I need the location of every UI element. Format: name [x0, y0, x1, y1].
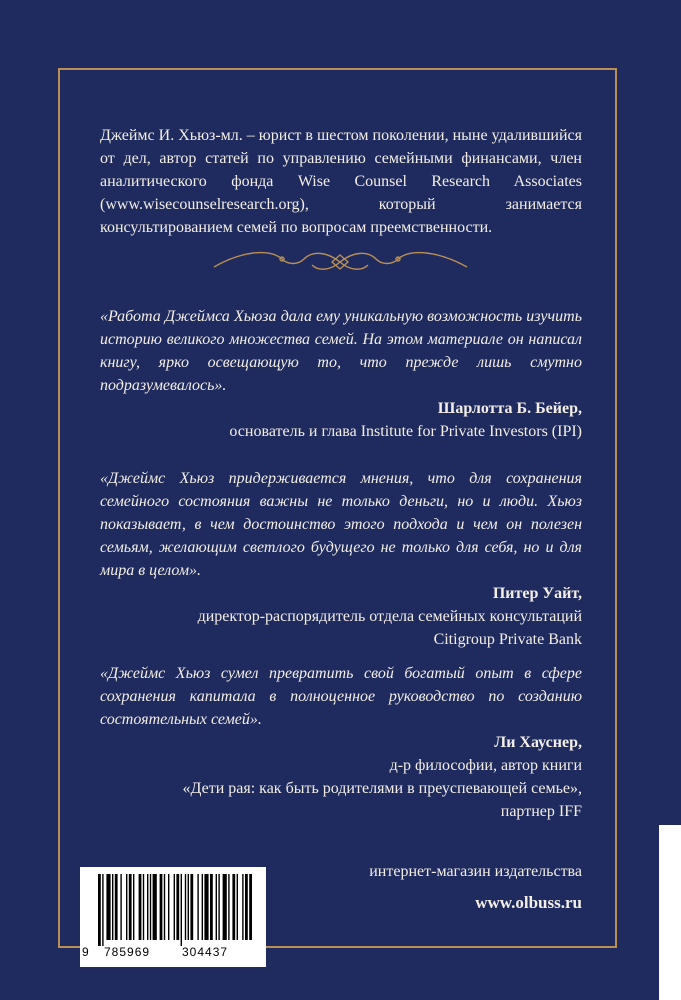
- flourish-ornament-icon: [208, 247, 473, 277]
- barcode-bar: [176, 874, 179, 940]
- barcode-bar: [210, 874, 213, 940]
- barcode-bar: [204, 874, 208, 940]
- barcode-bar: [129, 874, 132, 940]
- barcode-left-digits: 785969: [104, 945, 151, 959]
- barcode-bar: [185, 874, 186, 940]
- barcode-bar: [228, 874, 229, 940]
- barcode-bar: [181, 874, 182, 946]
- barcode-digits: [80, 945, 266, 963]
- testimonial-2: [100, 467, 582, 651]
- barcode-bar: [168, 874, 169, 940]
- white-edge-strip: [659, 825, 681, 1000]
- barcode-bar: [112, 874, 113, 940]
- barcode-bar: [242, 874, 243, 940]
- barcode-bar: [115, 874, 118, 940]
- testimonial-author: Ли Хауснер,: [494, 734, 582, 751]
- testimonial-role: «Дети рая: как быть родителями в преуспевающей семье»,: [182, 780, 582, 797]
- barcode-bar: [237, 874, 238, 940]
- barcode-bar: [143, 874, 144, 940]
- barcode-bar: [164, 874, 165, 940]
- barcode-right-digits: 304437: [182, 945, 229, 959]
- barcode-bar: [202, 874, 203, 940]
- testimonial-role: д-р философии, автор книги: [389, 757, 582, 774]
- barcode-bar: [150, 874, 151, 940]
- barcode-bar: [147, 874, 148, 940]
- barcode-bar: [223, 874, 227, 940]
- barcode-bar: [160, 874, 163, 940]
- testimonial-quote: «Джеймс Хьюз сумел превратить свой богатый опыт в сфере сохранения капитала в полноценное руководство по созданию состоятельных семей».: [100, 665, 582, 728]
- barcode-bar: [249, 874, 252, 940]
- barcode-bar: [102, 874, 103, 946]
- barcode-bar: [126, 874, 127, 940]
- barcode-bar: [245, 874, 248, 940]
- testimonial-role: директор-распорядитель отдела семейных консультаций: [197, 608, 582, 625]
- testimonial-author: Шарлотта Б. Бейер,: [437, 400, 582, 417]
- testimonial-1: [100, 305, 582, 443]
- testimonial-quote: «Джеймс Хьюз придерживается мнения, что для сохранения семейного состояния важны не только деньги, но и люди. Хьюз показывает, в чем достоинство этого подхода и чем он полезен семьям, желающим светлого будущего не только для себя, но и для мира в целом».: [100, 470, 582, 579]
- shop-url-link[interactable]: www.olbuss.ru: [475, 893, 582, 912]
- barcode-bar: [139, 874, 142, 940]
- barcode-bar: [98, 874, 101, 946]
- barcode-bar: [153, 874, 157, 940]
- barcode-bar: [218, 874, 219, 940]
- testimonial-author: Питер Уайт,: [492, 585, 582, 602]
- barcode-bar: [232, 874, 235, 940]
- barcode-bar: [133, 874, 134, 940]
- barcode-bar: [106, 874, 110, 940]
- shop-label: интернет-магазин издательства: [369, 863, 582, 880]
- isbn-barcode: [80, 867, 266, 967]
- barcode-bar: [197, 874, 198, 940]
- testimonial-3: [100, 662, 582, 823]
- barcode-lead-digit: 9: [82, 945, 90, 959]
- barcode-bars: [86, 874, 260, 946]
- barcode-bar: [190, 874, 193, 940]
- publisher-shop: [300, 860, 582, 914]
- testimonial-role: основатель и глава Institute for Private Investors (IPI): [229, 423, 582, 440]
- barcode-bar: [188, 874, 189, 940]
- barcode-bar: [174, 874, 175, 940]
- barcode-bar: [120, 874, 121, 940]
- testimonial-quote: «Работа Джеймса Хьюза дала ему уникальную возможность изучить историю великого множества семей. На этом материале он написал книгу, ярко освещающую то, что прежде лишь смутно подразумевалось».: [100, 308, 582, 394]
- barcode-bar: [216, 874, 217, 940]
- testimonial-role: Citigroup Private Bank: [433, 631, 582, 648]
- testimonial-role: партнер IFF: [500, 803, 582, 820]
- author-bio: Джеймс И. Хьюз-мл. – юрист в шестом поколении, ныне удалившийся от дел, автор статей по управлению семейными финансами, член аналитического фонда Wise Counsel Research Associates (www.wisecounselresearch.org), который занимается консультированием семей по вопросам преемственности.: [100, 127, 582, 236]
